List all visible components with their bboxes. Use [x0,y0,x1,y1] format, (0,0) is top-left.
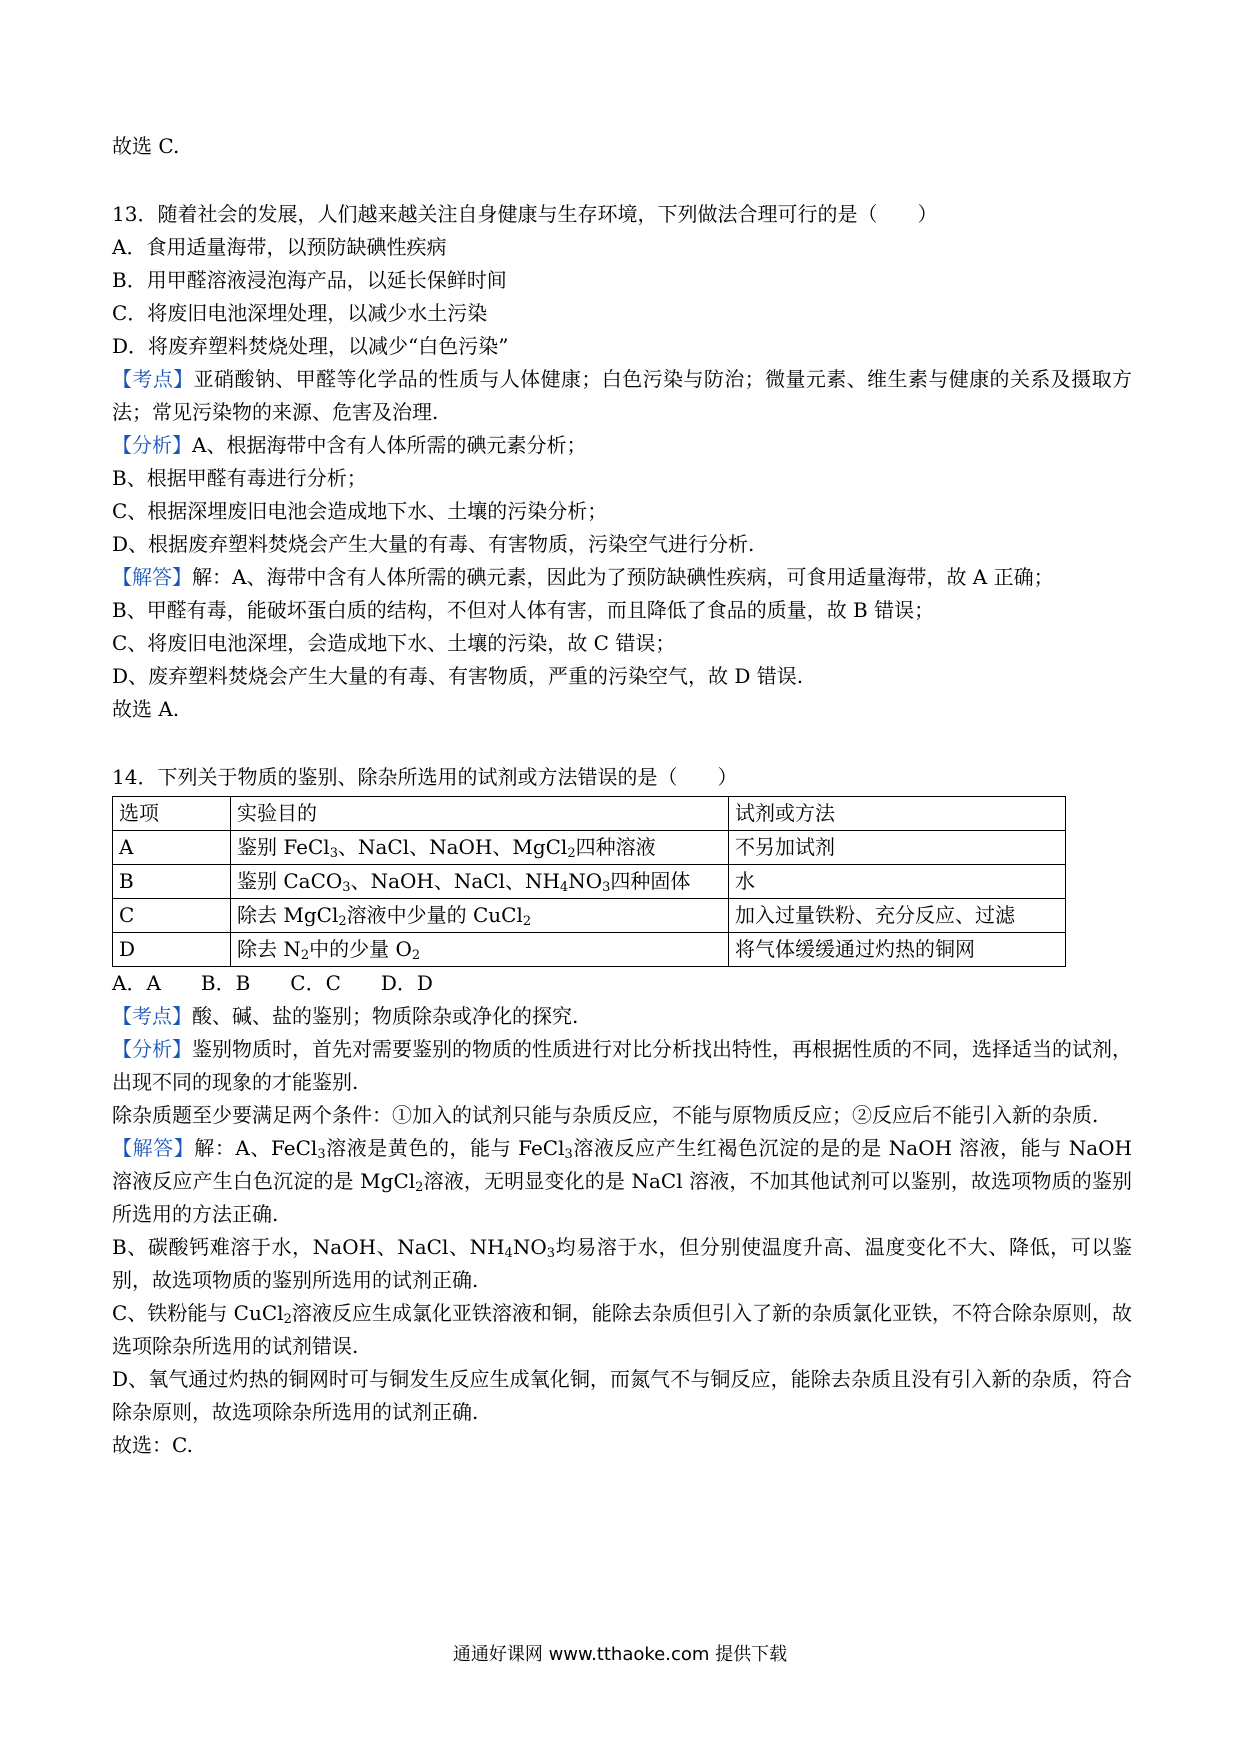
row-method: 将气体缓缓通过灼热的铜网 [729,933,1066,967]
page-footer: 通通好课网 www.tthaoke.com 提供下载 [452,1644,788,1665]
row-method: 水 [729,865,1066,899]
q14-stem: 14．下列关于物质的鉴别、除杂所选用的试剂或方法错误的是（ ） [112,765,738,789]
q13-jieda-line-d: D、废弃塑料焚烧会产生大量的有毒、有害物质，严重的污染空气，故 D 错误. [112,664,804,688]
fenxi-label: 【分析】 [112,1037,192,1061]
fenxi-label: 【分析】 [112,433,192,457]
fenxi-line-a: A、根据海带中含有人体所需的碘元素分析； [192,433,587,457]
q14-jieda-a: 【解答】解：A、FeCl$_3$溶液是黄色的，能与 FeCl$_3$溶液反应产生红褐色沉淀的是的是 NaOH 溶液，能与 NaOH 溶液反应产生白色沉淀的是 MgCl$_2$溶液，无明显变化的是 NaCl 溶液，不加其他试剂可以鉴别，故选项物质的鉴别所选用的方法正确. [112,1136,1132,1226]
row-goal: 鉴别 FeCl$_3$、NaCl、NaOH、MgCl$_2$四种溶液 [231,831,729,865]
q14-kaodian [112,1000,1132,1033]
q13-option-a: A．食用适量海带，以预防缺碘性疾病 [112,235,447,259]
row-goal: 鉴别 CaCO$_3$、NaOH、NaCl、$NH_4NO_3$四种固体 [231,865,729,899]
q14-jieda-c: C、铁粉能与 CuCl$_2$溶液反应生成氯化亚铁溶液和铜，能除去杂质但引入了新的杂质氯化亚铁，不符合除杂原则，故选项除杂所选用的试剂错误. [112,1301,1133,1358]
q13-jieda-line-b: B、甲醛有毒，能破坏蛋白质的结构，不但对人体有害，而且降低了食品的质量，故 B 错误； [112,598,935,622]
row-goal: 除去 MgCl$_2$溶液中少量的 CuCl$_2$ [231,899,729,933]
table-header-row [113,797,1066,831]
header-option: 选项 [113,797,231,831]
fenxi-text: 鉴别物质时，首先对需要鉴别的物质的性质进行对比分析找出特性，再根据性质的不同，选择适当的试剂，出现不同的现象的才能鉴别. [112,1037,1132,1094]
q14-options-table [112,796,1066,967]
header-method: 试剂或方法 [729,797,1066,831]
q13-jieda-line-c: C、将废旧电池深埋，会造成地下水、土壤的污染，故 C 错误； [112,631,676,655]
kaodian-text: 酸、碱、盐的鉴别；物质除杂或净化的探究. [192,1004,579,1028]
q14-jieda-b: B、碳酸钙难溶于水，NaOH、NaCl、$NH_4NO_3$均易溶于水，但分别使温度升高、温度变化不大、降低，可以鉴别，故选项物质的鉴别所选用的试剂正确. [112,1235,1132,1292]
q13-fenxi-line-b: B、根据甲醛有毒进行分析； [112,466,367,490]
kaodian-label: 【考点】 [112,367,194,391]
q14-jieda-d: D、氧气通过灼热的铜网时可与铜发生反应生成氧化铜，而氮气不与铜反应，能除去杂质且没有引入新的杂质，符合除杂原则，故选项除杂所选用的试剂正确. [112,1367,1132,1424]
table-row [113,865,1066,899]
q14-fenxi [112,1033,1132,1099]
jieda-line-a: 解：A、海带中含有人体所需的碘元素，因此为了预防缺碘性疾病，可食用适量海带，故 A 正确； [192,565,1054,589]
q13-fenxi-line-d: D、根据废弃塑料焚烧会产生大量的有毒、有害物质，污染空气进行分析. [112,532,755,556]
row-option: A [113,831,231,865]
q13-option-d: D．将废弃塑料焚烧处理，以减少“白色污染” [112,334,509,358]
q14-fenxi-2: 除杂质题至少要满足两个条件：①加入的试剂只能与杂质反应，不能与原物质反应；②反应后不能引入新的杂质. [112,1103,1099,1127]
row-option: D [113,933,231,967]
q13-fenxi [112,429,1132,462]
jieda-label: 【解答】 [112,565,192,589]
q13-option-c: C．将废旧电池深埋处理，以减少水土污染 [112,301,488,325]
row-method: 加入过量铁粉、充分反应、过滤 [729,899,1066,933]
row-goal: 除去 $N_2$中的少量 $O_2$ [231,933,729,967]
prev-answer: 故选 C. [112,134,180,158]
q13-stem: 13．随着社会的发展，人们越来越关注自身健康与生存环境，下列做法合理可行的是（ ） [112,202,938,226]
q13-kaodian [112,363,1132,429]
q13-jieda [112,561,1132,594]
kaodian-text: 亚硝酸钠、甲醛等化学品的性质与人体健康；白色污染与防治；微量元素、维生素与健康的关系及摄取方法；常见污染物的来源、危害及治理. [112,367,1133,424]
q14-answer: 故选：C. [112,1433,193,1457]
table-row [113,899,1066,933]
row-option: B [113,865,231,899]
table-row [113,933,1066,967]
q14-choices: A．A B．B C．C D．D [112,971,433,995]
q13-fenxi-line-c: C、根据深埋废旧电池会造成地下水、土壤的污染分析； [112,499,608,523]
header-goal: 实验目的 [231,797,729,831]
kaodian-label: 【考点】 [112,1004,192,1028]
table-row [113,831,1066,865]
jieda-label: 【解答】 [112,1136,195,1160]
q13-option-b: B．用甲醛溶液浸泡海产品，以延长保鲜时间 [112,268,507,292]
document-page [112,0,1132,1754]
row-option: C [113,899,231,933]
row-method: 不另加试剂 [729,831,1066,865]
q13-answer: 故选 A. [112,697,180,721]
